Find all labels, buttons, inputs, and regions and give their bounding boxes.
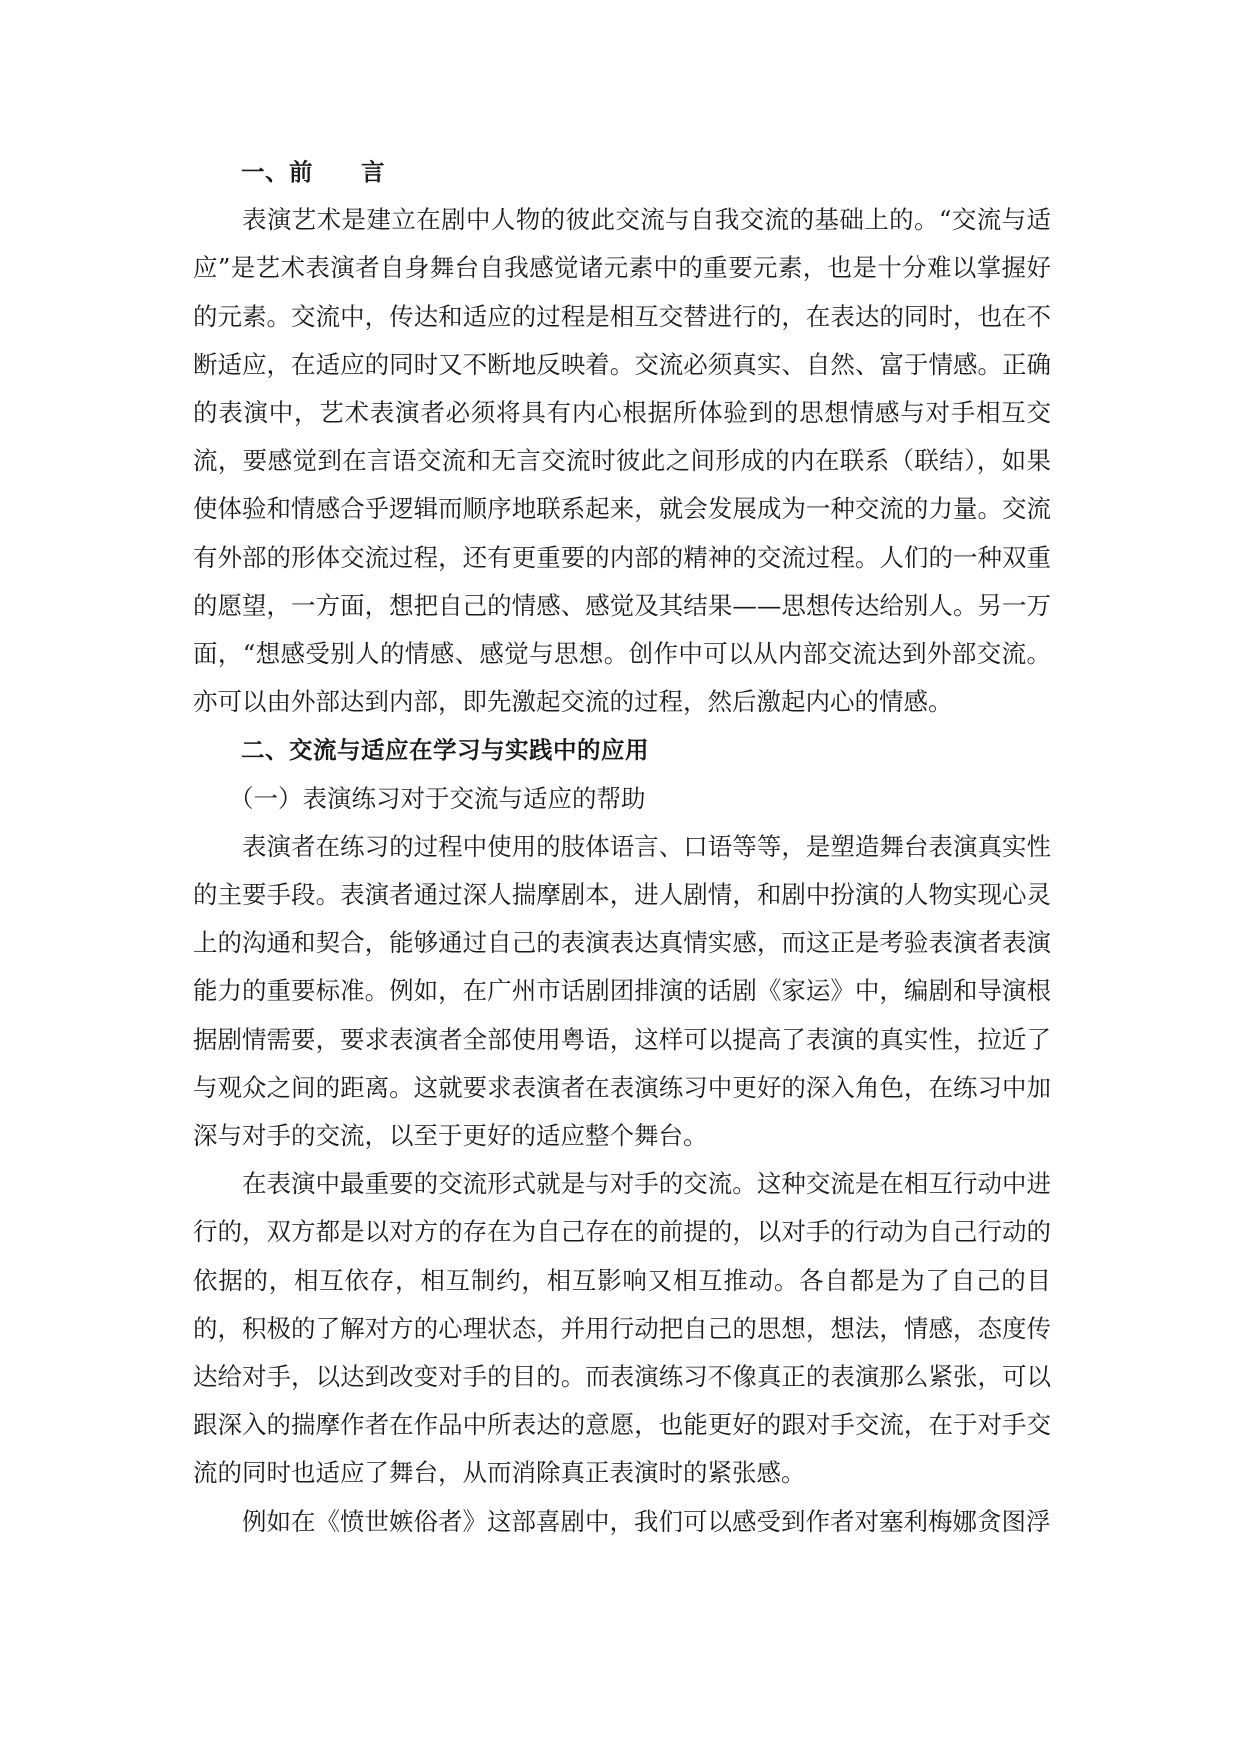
section-heading-preface: 一、前 言 — [241, 158, 385, 186]
paragraph-practice-1: 表演者在练习的过程中使用的肢体语言、口语等等，是塑造舞台表演真实性的主要手段。表演者通过深人揣摩剧本，进人剧情，和剧中扮演的人物实现心灵上的沟通和契合，能够通过自己的表演表达真情实感，而这正是考验表演者表演能力的重要标准。例如，在广州市话剧团排演的话剧《家运》中，编剧和导演根据剧情需要，要求表演者全部使用粤语，这样可以提高了表演的真实性，拉近了与观众之间的距离。这就要求表演者在表演练习中更好的深入角色，在练习中加深与对手的交流，以至于更好的适应整个舞台。 — [193, 831, 1051, 1151]
paragraph-practice-3: 例如在《愤世嫉俗者》这部喜剧中，我们可以感受到作者对塞利梅娜贪图浮 — [242, 1506, 1051, 1536]
paragraph-practice-2: 在表演中最重要的交流形式就是与对手的交流。这种交流是在相互行动中进行的，双方都是以对方的存在为自己存在的前提的，以对手的行动为自己行动的依据的，相互依存，相互制约，相互影响又相互推动。各自都是为了自己的目的，积极的了解对方的心理状态，并用行动把自己的思想，想法，情感，态度传达给对手，以达到改变对手的目的。而表演练习不像真正的表演那么紧张，可以跟深入的揣摩作者在作品中所表达的意愿，也能更好的跟对手交流，在于对手交流的同时也适应了舞台，从而消除真正表演时的紧张感。 — [193, 1169, 1051, 1488]
paragraph-preface: 表演艺术是建立在剧中人物的彼此交流与自我交流的基础上的。“交流与适应”是艺术表演者自身舞台自我感觉诸元素中的重要元素，也是十分难以掌握好的元素。交流中，传达和适应的过程是相互交替进行的，在表达的同时，也在不断适应，在适应的同时又不断地反映着。交流必须真实、自然、富于情感。正确的表演中，艺术表演者必须将具有内心根据所体验到的思想情感与对手相互交流，要感觉到在言语交流和无言交流时彼此之间形成的内在联系（联结），如果使体验和情感合乎逻辑而顺序地联系起来，就会发展成为一种交流的力量。交流有外部的形体交流过程，还有更重要的内部的精神的交流过程。人们的一种双重的愿望，一方面，想把自己的情感、感觉及其结果——思想传达给别人。另一万面，“想感受别人的情感、感觉与思想。创作中可以从内部交流达到外部交流。亦可以由外部达到内部，即先激起交流的过程，然后激起内心的情感。 — [193, 205, 1051, 717]
subsection-heading-practice: （一）表演练习对于交流与适应的帮助 — [229, 783, 646, 813]
document-body — [193, 148, 1051, 1546]
section-heading-application: 二、交流与适应在学习与实践中的应用 — [241, 736, 649, 765]
